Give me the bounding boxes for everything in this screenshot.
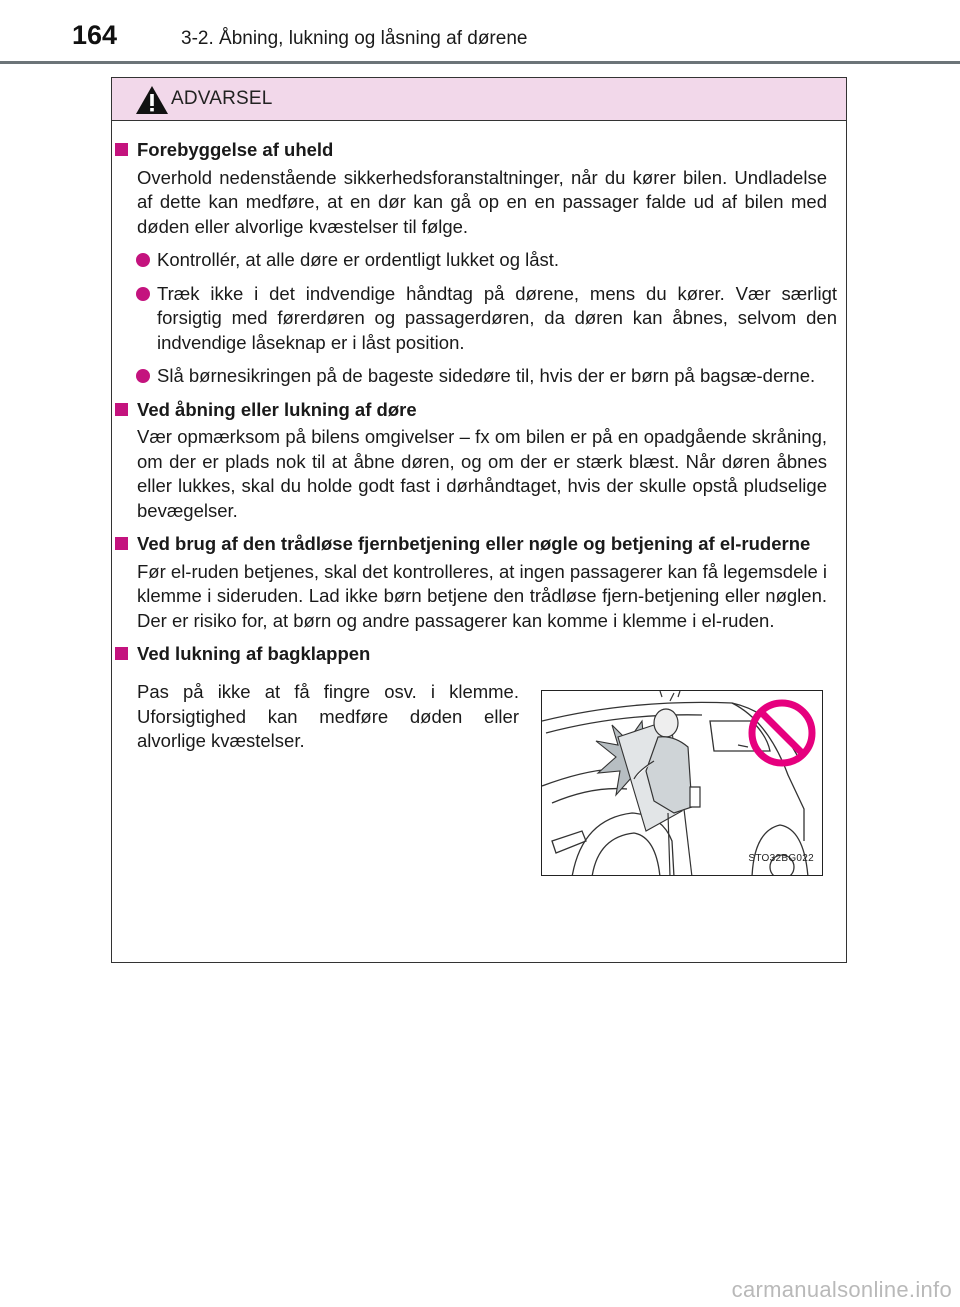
bullet-text: Slå børnesikringen på de bageste sidedøre til, hvis der er børn på bagsæ-derne.: [157, 365, 816, 386]
square-bullet-icon: [115, 537, 128, 550]
section-heading-text: Ved brug af den trådløse fjernbetjening eller nøgle og betjening af el-ruderne: [137, 533, 811, 554]
bullet-text: Træk ikke i det indvendige håndtag på dørene, mens du kører. Vær særligt forsigtig med førerdøren og passagerdøren, da døren kan åbnes, selvom den indvendige låseknap er i låst position.: [157, 282, 837, 353]
section-heading: [112, 532, 845, 557]
section-opening-closing-doors: [112, 398, 845, 524]
warning-title: ADVARSEL: [171, 88, 273, 109]
page-number: 164: [72, 20, 118, 50]
chapter-title: 3-2. Åbning, lukning og låsning af dørene: [181, 28, 528, 49]
section-heading-text: Ved lukning af bagklappen: [137, 643, 371, 664]
round-bullet-icon: [136, 369, 150, 383]
paragraph: Før el-ruden betjenes, skal det kontrolleres, at ingen passagerer kan få legemsdele i klemme i sideruden. Lad ikke børn betjene den trådløse fjern-betjening eller nøglen. Der er risiko for, at børn og andre passagerer kan komme i klemme i el-ruden.: [137, 560, 828, 631]
square-bullet-icon: [115, 143, 128, 156]
bullet-item: [112, 364, 845, 389]
square-bullet-icon: [115, 403, 128, 416]
square-bullet-icon: [115, 647, 128, 660]
paragraph: Pas på ikke at få fingre osv. i klemme. Uforsigtighed kan medføre døden eller alvorlige kvæstelser.: [137, 681, 519, 751]
section-heading: [112, 398, 845, 423]
illustration-code: STO32BG022: [748, 852, 814, 864]
warning-content: [112, 138, 845, 882]
section-closing-back-door: [112, 642, 845, 882]
bullet-item: [112, 248, 845, 273]
watermark-logo: carmanualsonline.info: [731, 1277, 952, 1302]
back-door-pinch-illustration: [541, 690, 823, 876]
round-bullet-icon: [136, 253, 150, 267]
page-header: [0, 0, 960, 64]
header-rule: [0, 61, 960, 64]
section-heading: [112, 138, 845, 163]
warning-header: [112, 78, 846, 121]
section-remote-power-windows: [112, 532, 845, 633]
round-bullet-icon: [136, 287, 150, 301]
section-heading-text: Forebyggelse af uheld: [137, 139, 334, 160]
paragraph: Vær opmærksom på bilens omgivelser – fx om bilen er på en opadgående skråning, om der er plads nok til at åbne døren, og om der er stærk blæst. Når døren åbnes eller lukkes, skal du holde godt fast i dørhåndtaget, hvis der skulle opstå pludselige bevægelser.: [137, 426, 827, 521]
section-heading-text: Ved åbning eller lukning af døre: [137, 398, 417, 420]
paragraph: Overhold nedenstående sikkerhedsforanstaltninger, når du kører bilen. Undladelse af dette kan medføre, at en dør kan gå op en en passager falde ud af bilen med døden eller alvorlige kvæstelser til følge.: [137, 166, 827, 237]
warning-triangle-icon: [135, 85, 169, 115]
section-heading: [112, 642, 845, 667]
bullet-item: [112, 282, 845, 356]
bullet-text: Kontrollér, at alle døre er ordentligt lukket og låst.: [157, 249, 560, 270]
warning-box: [111, 77, 847, 963]
section-accident-prevention: [112, 138, 845, 389]
